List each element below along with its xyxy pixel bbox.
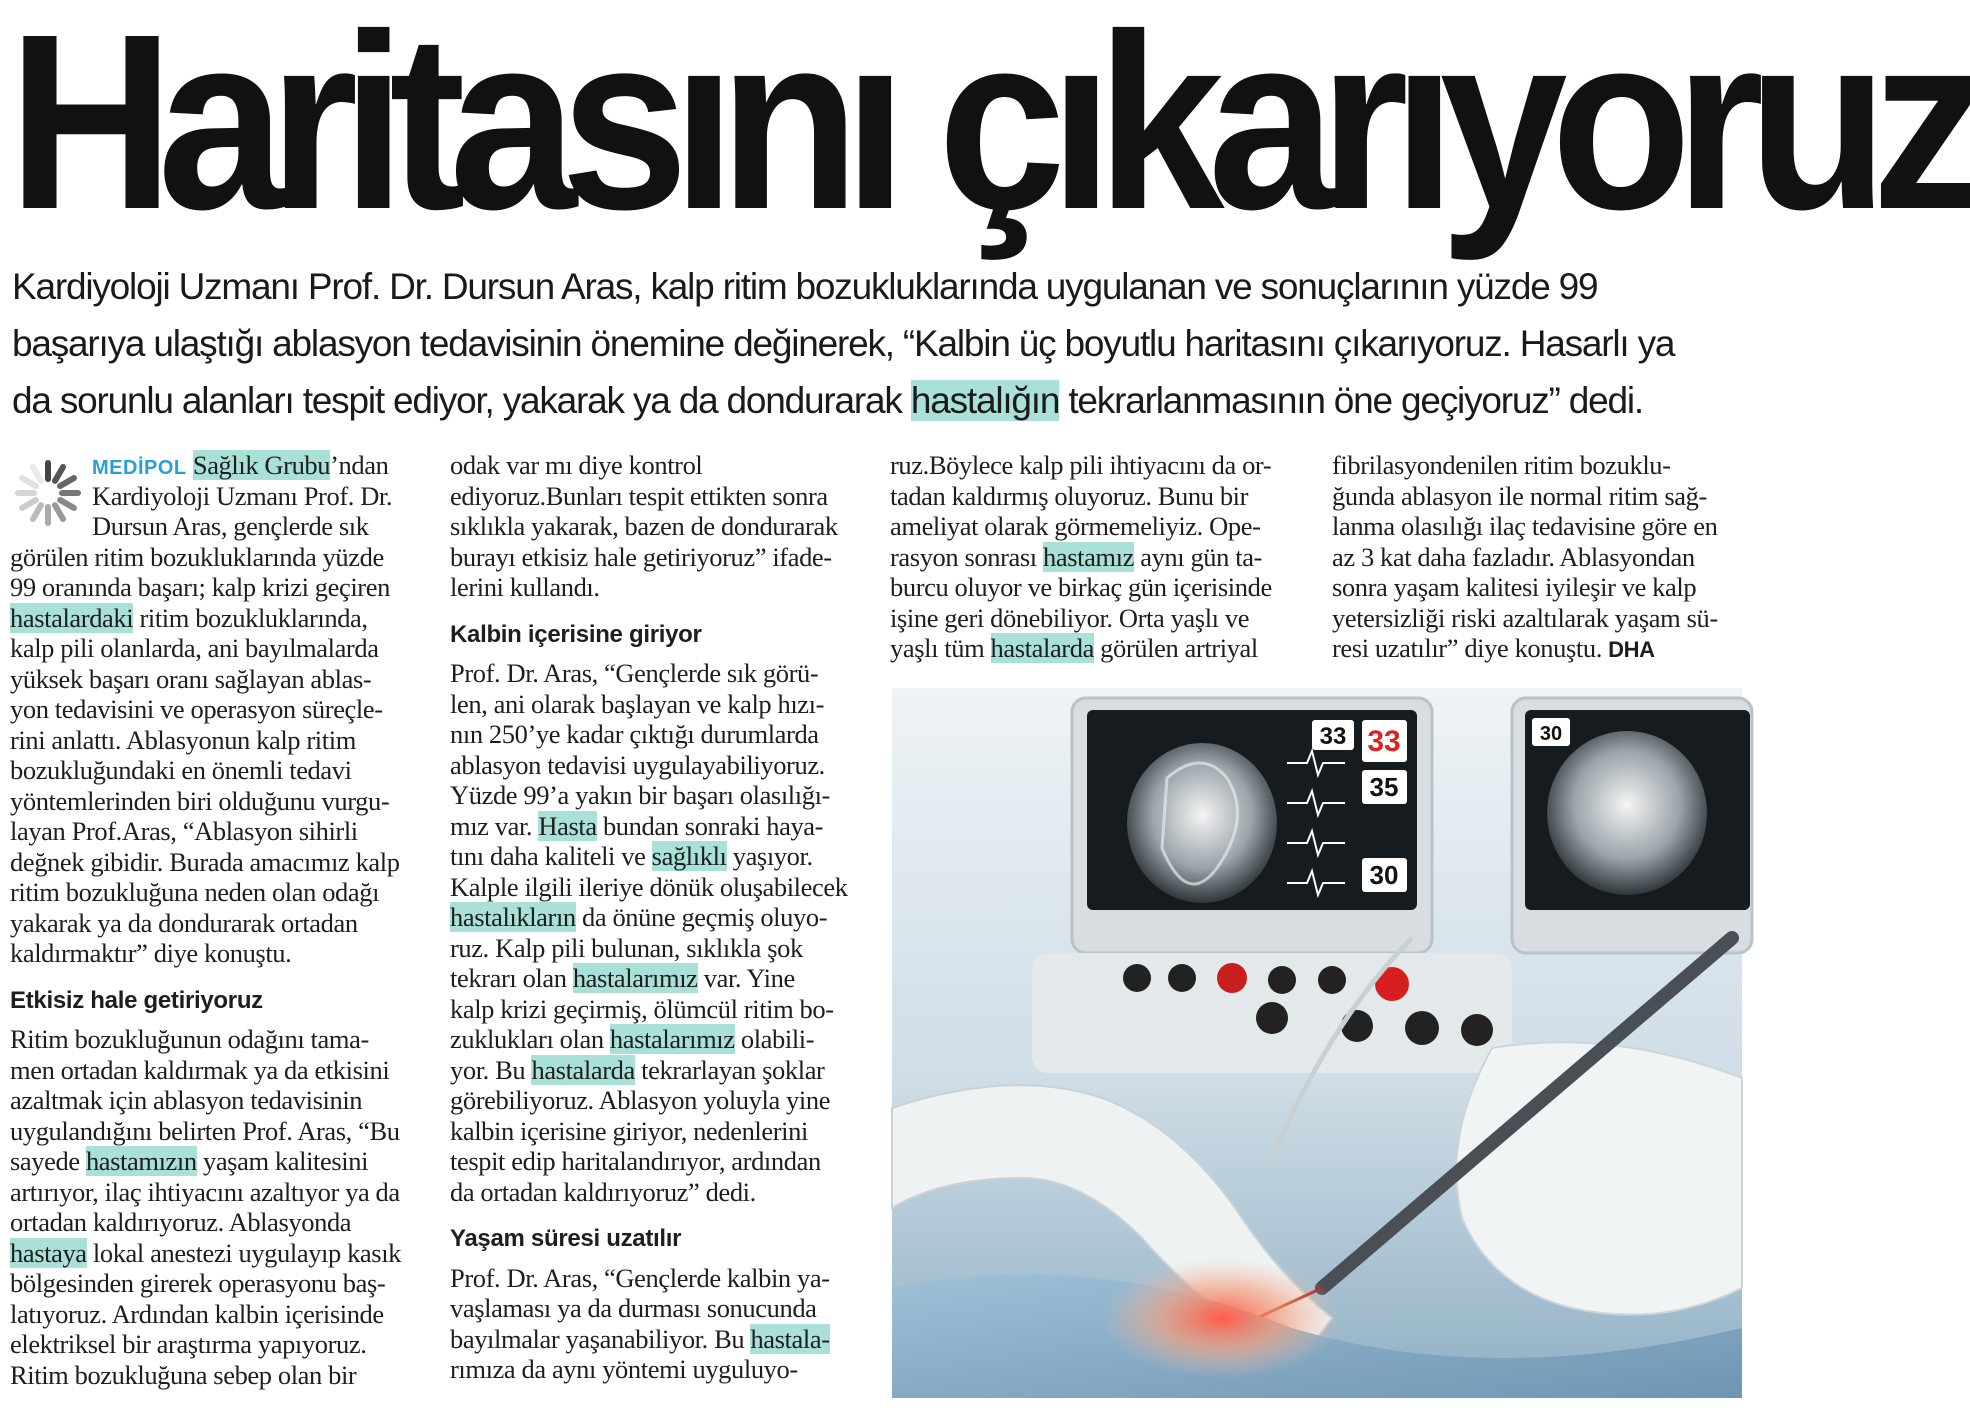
monitor-reading-2: 35 (1369, 772, 1399, 802)
article-line (10, 877, 425, 908)
article-line (10, 694, 425, 725)
article-column-4 (1332, 450, 1742, 664)
article-line (450, 572, 870, 603)
article-line (890, 603, 1310, 634)
text-run: yetersizliği riski azaltılarak yaşam sü- (1332, 602, 1718, 633)
text-run: 99 oranında başarı; kalp krizi geçiren (10, 572, 390, 602)
text-run: rini anlattı. Ablasyonun kalp ritim (10, 724, 356, 755)
article-line (1332, 603, 1742, 634)
text-run: tespit edip haritalandırıyor, ardından (450, 1146, 821, 1176)
article-line (1332, 633, 1742, 664)
article-line (450, 1263, 870, 1294)
highlighted-term: hastamız (1042, 541, 1134, 572)
article-line (450, 1354, 870, 1385)
text-run: bundan sonraki haya- (596, 810, 824, 841)
highlighted-term: hastalarda (990, 633, 1094, 663)
text-run: ortadan kaldırıyoruz. Ablasyonda (10, 1207, 352, 1237)
article-line (10, 450, 425, 481)
article-line (450, 719, 870, 750)
monitor-badge: 33 (1367, 725, 1401, 758)
article-line (450, 841, 870, 872)
article-line (450, 750, 870, 781)
article-line (890, 511, 1310, 542)
text-run: yon tedavisini ve operasyon süreçle- (10, 694, 383, 724)
text-run: değnek gibidir. Burada amacımız kalp (10, 846, 400, 877)
text-run: burayı etkisiz hale getiriyoruz” ifade- (450, 541, 832, 572)
article-line (450, 481, 870, 512)
article-line (450, 689, 870, 720)
highlighted-term: hastalarımız (609, 1024, 735, 1054)
highlighted-term: Hasta (538, 810, 597, 841)
text-run: men ortadan kaldırmak ya da etkisini (10, 1054, 390, 1085)
article-line (450, 933, 870, 964)
text-run: vaşlaması ya da durması sonucunda (450, 1293, 817, 1323)
text-run: ritim bozukluğuna neden olan odağı (10, 877, 380, 907)
text-run: yüksek başarı oranı sağlayan ablas- (10, 663, 372, 694)
text-run: burcu oluyor ve birkaç gün içerisinde (890, 572, 1272, 602)
text-run (187, 450, 193, 480)
article-line (450, 963, 870, 994)
text-run: yakarak ya da dondurarak ortadan (10, 907, 358, 938)
article-line (450, 1146, 870, 1177)
text-run: lerini kullandı. (450, 572, 600, 602)
article-line (890, 633, 1310, 664)
article-line (450, 1055, 870, 1086)
article-line (10, 1360, 425, 1391)
article-line (10, 1329, 425, 1360)
article-line (10, 511, 425, 542)
highlighted-term: hastalarımız (572, 963, 698, 993)
article-line (10, 633, 425, 664)
article-line (450, 1293, 870, 1324)
text-run: ritim bozukluklarında, (133, 602, 368, 633)
article-line (450, 1085, 870, 1116)
text-run: yöntemlerinden biri olduğunu vurgu- (10, 785, 390, 816)
highlighted-term: hastalıkların (450, 902, 576, 932)
article-line (10, 481, 425, 512)
article-line (1332, 572, 1742, 603)
article-line (890, 542, 1310, 573)
article-line (10, 786, 425, 817)
text-run: işine geri dönebiliyor. Orta yaşlı ve (890, 602, 1250, 633)
text-run: resi uzatılır” diye konuştu. (1332, 633, 1609, 663)
article-line (10, 542, 425, 573)
article-line (450, 1177, 870, 1208)
text-run: Prof. Dr. Aras, “Gençlerde kalbin ya- (450, 1262, 830, 1293)
subheading: Kalbin içerisine giriyor (450, 620, 702, 648)
highlighted-term: hastamızın (85, 1146, 197, 1176)
article-line (10, 1207, 425, 1238)
text-run: bayılmalar yaşanabiliyor. Bu (450, 1323, 751, 1354)
text-run: tekrarlanmasının öne geçiyoruz” dedi. (1059, 380, 1643, 421)
article-line (10, 755, 425, 786)
text-run: sonra yaşam kalitesi iyileşir ve kalp (1332, 572, 1697, 602)
article-line (1332, 542, 1742, 573)
article-line (450, 450, 870, 481)
article-line (890, 450, 1310, 481)
medipol-logo: MEDİPOL (92, 457, 187, 479)
article-line (10, 725, 425, 756)
article-line (10, 847, 425, 878)
article-line (450, 780, 870, 811)
monitor-reading-1: 33 (1319, 723, 1347, 750)
text-run: Ritim bozukluğunun odağını tama- (10, 1024, 369, 1054)
text-run: Kardiyoloji Uzmanı Prof. Dr. (92, 480, 393, 511)
article-line (1332, 511, 1742, 542)
article-line (450, 872, 870, 903)
article-line (1332, 450, 1742, 481)
article-line (450, 658, 870, 689)
article-line (10, 1177, 425, 1208)
text-run: ’ndan (330, 450, 389, 480)
article-line (450, 811, 870, 842)
article-line (450, 994, 870, 1025)
text-run: var. Yine (697, 963, 795, 993)
text-run: len, ani olarak başlayan ve kalp hızı- (450, 688, 825, 719)
text-run: tadan kaldırmış oluyoruz. Bunu bir (890, 480, 1249, 511)
text-run: da önüne geçmiş oluyo- (575, 902, 828, 932)
highlighted-term: hastalarda (531, 1054, 635, 1085)
highlighted-term: hastaya (10, 1237, 87, 1268)
text-run: fibrilasyondenilen ritim bozuklu- (1332, 450, 1671, 480)
article-line (450, 902, 870, 933)
article-line (450, 1116, 870, 1147)
text-run: olabili- (734, 1024, 815, 1054)
ablation-procedure-photo (892, 688, 1742, 1398)
highlighted-term: hastalardaki (10, 602, 134, 633)
highlighted-term: Sağlık Grubu (192, 450, 331, 480)
lead-line (12, 372, 1740, 429)
article-line (890, 481, 1310, 512)
text-run: kalp pili olanlarda, ani bayılmalarda (10, 633, 379, 663)
text-run: rasyon sonrası (890, 541, 1043, 572)
text-run: Ritim bozukluğuna sebep olan bir (10, 1359, 357, 1390)
highlighted-term: hastalığın (910, 380, 1060, 421)
text-run: tekrarlayan şoklar (634, 1054, 825, 1085)
agency-signature: DHA (1608, 637, 1655, 662)
text-run: sayede (10, 1146, 86, 1176)
text-run: ğunda ablasyon ile normal ritim sağ- (1332, 480, 1707, 511)
text-run: rımıza da aynı yöntemi uyguluyo- (450, 1354, 798, 1384)
text-run: lokal anestezi uygulayıp kasık (86, 1237, 402, 1268)
article-line (10, 1024, 425, 1055)
text-run: Kardiyoloji Uzmanı Prof. Dr. Dursun Aras, kalp ritim bozukluklarında uygulanan ve sonuçlarının yüzde 99 (12, 266, 1598, 307)
article-line (10, 603, 425, 634)
article-line (10, 816, 425, 847)
text-run: Dursun Aras, gençlerde sık (92, 511, 369, 541)
article-line (890, 572, 1310, 603)
article-line (10, 938, 425, 969)
text-run: yaşıyor. (726, 841, 813, 871)
text-run: tını daha kaliteli ve (450, 841, 652, 871)
text-run: layan Prof.Aras, “Ablasyon sihirli (10, 816, 358, 846)
text-run: kalbin içerisine giriyor, nedenlerini (450, 1115, 808, 1146)
text-run: ameliyat olarak görmemeliyiz. Ope- (890, 511, 1261, 541)
text-run: Kalple ilgili ileriye dönük oluşabilecek (450, 871, 848, 902)
text-run: görülen ritim bozukluklarında yüzde (10, 541, 384, 572)
lead-line (12, 315, 1740, 372)
headline (8, 0, 1970, 261)
article-line (450, 1024, 870, 1055)
text-run: görebiliyoruz. Ablasyon yoluyla yine (450, 1085, 831, 1115)
text-run: ablasyon tedavisi uygulayabiliyoruz. (450, 749, 825, 780)
article-line (10, 572, 425, 603)
text-run: yaşam kalitesini (196, 1146, 369, 1176)
article-line (10, 1268, 425, 1299)
text-run: uygulandığını belirten Prof. Aras, “Bu (10, 1115, 400, 1146)
article-line (10, 908, 425, 939)
monitor-right-reading: 30 (1539, 723, 1563, 745)
text-run: sıklıkla yakarak, bazen de dondurarak (450, 511, 838, 541)
article-line (10, 664, 425, 695)
text-run: Prof. Dr. Aras, “Gençlerde sık görü- (450, 658, 819, 688)
text-run: da ortadan kaldırıyoruz” dedi. (450, 1176, 756, 1207)
text-run: nın 250’ye kadar çıktığı durumlarda (450, 719, 819, 749)
article-column-1 (10, 450, 425, 1390)
text-run: az 3 kat daha fazladır. Ablasyondan (1332, 541, 1695, 572)
monitor-reading-3: 30 (1369, 860, 1399, 890)
text-run: görülen artriyal (1093, 633, 1258, 663)
highlighted-term: sağlıklı (651, 841, 727, 871)
text-run: yor. Bu (450, 1054, 532, 1085)
article-line (10, 1085, 425, 1116)
text-run: bölgesinden girerek operasyonu baş- (10, 1268, 386, 1298)
text-run: kaldırmaktır” diye konuştu. (10, 938, 292, 968)
article-line (10, 1299, 425, 1330)
text-run: tekrarı olan (450, 963, 573, 993)
text-run: aynı gün ta- (1133, 541, 1262, 572)
text-run: da sorunlu alanları tespit ediyor, yakarak ya da dondurarak (12, 380, 911, 421)
subheading: Etkisiz hale getiriyoruz (10, 986, 263, 1014)
text-run: latıyoruz. Ardından kalbin içerisinde (10, 1298, 384, 1329)
article-line (1332, 481, 1742, 512)
text-run: bozukluğundaki en önemli tedavi (10, 755, 352, 785)
article-line (10, 1146, 425, 1177)
text-run: zuklukları olan (450, 1024, 610, 1054)
text-run: odak var mı diye kontrol (450, 450, 703, 480)
text-run: lanma olasılığı ilaç tedavisine göre en (1332, 511, 1718, 541)
headline-text: Haritasını çıkarıyoruz (8, 0, 1970, 261)
text-run: kalp krizi geçirmiş, ölümcül ritim bo- (450, 993, 834, 1024)
article-line (450, 511, 870, 542)
highlighted-term: hastala- (750, 1323, 830, 1354)
text-run: artırıyor, ilaç ihtiyacını azaltıyor ya da (10, 1176, 400, 1207)
text-run: ruz. Kalp pili bulunan, sıklıkla şok (450, 932, 803, 963)
article-line (450, 1324, 870, 1355)
text-run: ruz.Böylece kalp pili ihtiyacını da or- (890, 450, 1272, 480)
article-column-2 (450, 450, 870, 1385)
text-run: ediyoruz.Bunları tespit ettikten sonra (450, 480, 828, 511)
article-column-3 (890, 450, 1310, 664)
article-line (10, 1116, 425, 1147)
lead-line (12, 258, 1740, 315)
text-run: elektriksel bir araştırma yapıyoruz. (10, 1329, 367, 1359)
subheading: Yaşam süresi uzatılır (450, 1225, 682, 1252)
lead-paragraph (12, 258, 1740, 429)
text-run: azaltmak için ablasyon tedavisinin (10, 1085, 363, 1115)
article-line (450, 542, 870, 573)
article-line (10, 1055, 425, 1086)
article-line (10, 1238, 425, 1269)
text-run: Yüzde 99’a yakın bir başarı olasılığı- (450, 780, 830, 810)
text-run: başarıya ulaştığı ablasyon tedavisinin önemine değinerek, “Kalbin üç boyutlu haritasını çıkarıyoruz. Hasarlı ya (12, 323, 1675, 364)
text-run: yaşlı tüm (890, 633, 991, 663)
text-run: mız var. (450, 810, 539, 841)
